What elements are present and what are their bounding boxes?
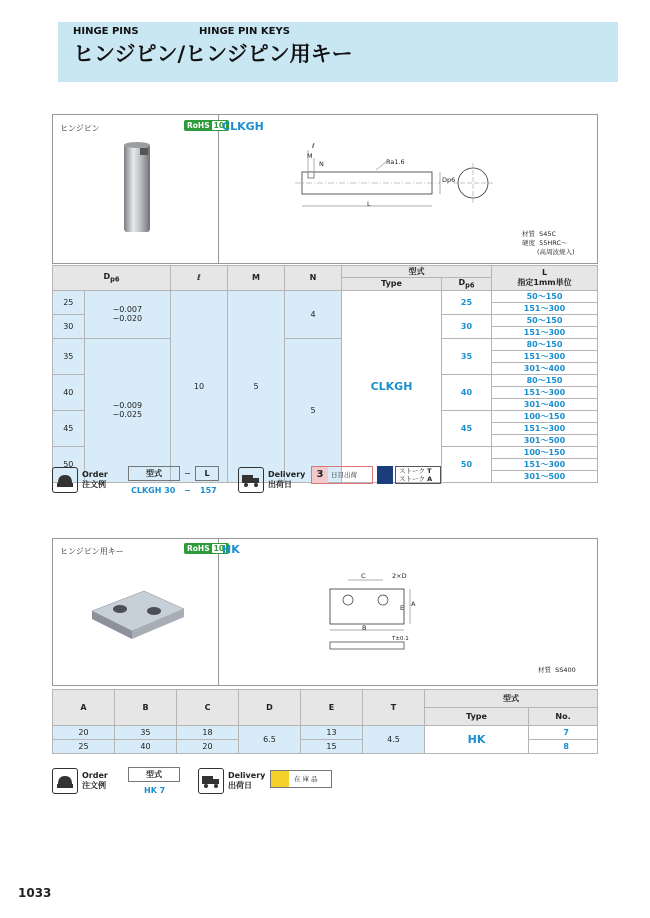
d-cell: 6.5 <box>239 726 301 754</box>
a-cell: 20 <box>53 726 115 740</box>
pins-spec-table <box>52 265 598 483</box>
box-icon <box>271 771 289 787</box>
keys-code: HK <box>222 543 240 556</box>
dim-b: B <box>362 624 367 632</box>
dim-2d: 2×D <box>392 572 407 580</box>
hinge-pin-drawing <box>290 140 500 220</box>
stroke-t-label: ストーク <box>399 467 425 475</box>
keys-spec-table <box>52 689 598 754</box>
delivery-label: Delivery 出荷日 <box>228 771 266 790</box>
t-cell: 4.5 <box>363 726 425 754</box>
header-c: C <box>177 690 239 726</box>
l-range: 151～300 <box>492 422 598 434</box>
d-cell: 30 <box>53 314 85 338</box>
dp6-cell: 45 <box>442 410 492 446</box>
b-cell: 35 <box>115 726 177 740</box>
order-example-type: CLKGH 30 <box>131 486 176 495</box>
header-b: B <box>115 690 177 726</box>
dp6-cell: 35 <box>442 338 492 374</box>
l-range: 80～150 <box>492 374 598 386</box>
delivery-days: 3 <box>312 467 328 483</box>
header-e: E <box>301 690 363 726</box>
e-cell: 13 <box>301 726 363 740</box>
stroke-icon <box>377 466 393 484</box>
type-cell: CLKGH <box>342 290 442 482</box>
l-range: 301～500 <box>492 434 598 446</box>
stock-text: 在 庫 品 <box>294 775 318 783</box>
pins-product-label: ヒンジピン <box>60 124 100 133</box>
delivery-days-badge <box>311 466 373 484</box>
truck-icon <box>198 768 224 794</box>
title-en-keys: HINGE PIN KEYS <box>199 26 290 37</box>
l-range: 151～300 <box>492 386 598 398</box>
l-range: 100～150 <box>492 446 598 458</box>
c-cell: 20 <box>177 740 239 754</box>
header-type: Type <box>425 708 529 726</box>
l-range: 151～300 <box>492 302 598 314</box>
header-d: D <box>239 690 301 726</box>
d-cell: 45 <box>53 410 85 446</box>
no-cell: 7 <box>529 726 598 740</box>
hardness-note: (高周波焼入) <box>537 248 575 256</box>
d-cell: 40 <box>53 374 85 410</box>
m-cell: 5 <box>228 290 285 482</box>
a-cell: 25 <box>53 740 115 754</box>
dim-L: L <box>367 200 371 208</box>
stroke-box <box>395 466 441 484</box>
dp6-cell: 40 <box>442 374 492 410</box>
header-type: Type <box>342 278 442 291</box>
stroke-a-label: ストーク <box>399 475 425 483</box>
no-cell: 8 <box>529 740 598 754</box>
order-icon <box>52 467 78 493</box>
dp6-cell: 50 <box>442 446 492 482</box>
type-cell: HK <box>425 726 529 754</box>
l-range: 301～400 <box>492 362 598 374</box>
dim-m: M <box>307 152 313 160</box>
dim-ra: Ra1.6 <box>386 158 405 166</box>
order-example-dash: − <box>184 486 191 495</box>
header-t: T <box>363 690 425 726</box>
tol-cell: −0.009 −0.025 <box>84 338 170 482</box>
truck-icon <box>238 467 264 493</box>
dim-dp6: Dp6 <box>442 176 456 184</box>
header-type-jp: 型式 <box>342 266 492 278</box>
d-cell: 25 <box>53 290 85 314</box>
delivery-label: Delivery 出荷日 <box>268 470 306 489</box>
dp6-cell: 30 <box>442 314 492 338</box>
l-cell: 10 <box>171 290 228 482</box>
order-type-label: 型式 <box>128 466 180 481</box>
divider <box>218 114 219 264</box>
header-n: N <box>285 266 342 291</box>
dim-e: E <box>400 604 405 612</box>
header-L: L 指定1mm単位 <box>492 266 598 291</box>
keys-product-label: ヒンジピン用キー <box>60 547 124 556</box>
e-cell: 15 <box>301 740 363 754</box>
dim-n: N <box>319 160 324 168</box>
l-range: 80～150 <box>492 338 598 350</box>
rohs-badge: RoHS 10 <box>184 120 229 131</box>
l-range: 151～300 <box>492 350 598 362</box>
l-range: 301～400 <box>492 398 598 410</box>
header-m: M <box>228 266 285 291</box>
material-label: 材質 S45C <box>522 230 557 238</box>
order-example-l: 157 <box>200 486 217 495</box>
d-cell: 35 <box>53 338 85 374</box>
dim-l: ℓ <box>312 142 315 150</box>
pins-code: CLKGH <box>222 120 264 133</box>
l-range: 151～300 <box>492 326 598 338</box>
l-range: 100～150 <box>492 410 598 422</box>
hardness-label: 硬度 55HRC～ <box>522 239 568 247</box>
hinge-pin-photo <box>118 140 158 235</box>
d-cell: 50 <box>53 446 85 482</box>
delivery-days-text: 日目出荷 <box>331 471 357 479</box>
header-type-jp: 型式 <box>425 690 598 708</box>
stroke-a-mark: A <box>427 475 433 483</box>
hinge-key-drawing <box>318 572 418 664</box>
header-dp6: $D_{p6}$ <box>442 278 492 291</box>
key-material-label: 材質 SS400 <box>538 666 576 674</box>
hinge-key-photo <box>88 585 188 645</box>
n-cell: 4 <box>285 290 342 338</box>
dp6-cell: 25 <box>442 290 492 314</box>
l-range: 50～150 <box>492 290 598 302</box>
b-cell: 40 <box>115 740 177 754</box>
page-title: ヒンジピン/ヒンジピン用キー <box>73 42 353 66</box>
stock-badge <box>270 770 332 788</box>
header-l: ℓ <box>171 266 228 291</box>
n-cell: 5 <box>285 338 342 482</box>
header-d: $D_{p6}$ <box>53 266 171 291</box>
order-icon <box>52 768 78 794</box>
l-range: 151～300 <box>492 458 598 470</box>
title-en-pins: HINGE PINS <box>73 26 139 37</box>
rohs-badge: RoHS 10 <box>184 543 229 554</box>
order-example: HK 7 <box>144 786 166 795</box>
page-number: 1033 <box>18 886 52 900</box>
order-type-label: 型式 <box>128 767 180 782</box>
header-a: A <box>53 690 115 726</box>
tol-cell: −0.007 −0.020 <box>84 290 170 338</box>
c-cell: 18 <box>177 726 239 740</box>
divider <box>218 538 219 686</box>
order-l-label: L <box>195 466 219 481</box>
order-label: Order 注文例 <box>82 470 108 489</box>
l-range: 301～500 <box>492 470 598 482</box>
dim-a: A <box>411 600 416 608</box>
stroke-t-mark: T <box>427 467 432 475</box>
dim-t: T±0.1 <box>392 636 409 642</box>
header-no: No. <box>529 708 598 726</box>
dim-c: C <box>361 572 366 580</box>
order-label: Order 注文例 <box>82 771 108 790</box>
order-dash: − <box>184 469 191 478</box>
l-range: 50～150 <box>492 314 598 326</box>
